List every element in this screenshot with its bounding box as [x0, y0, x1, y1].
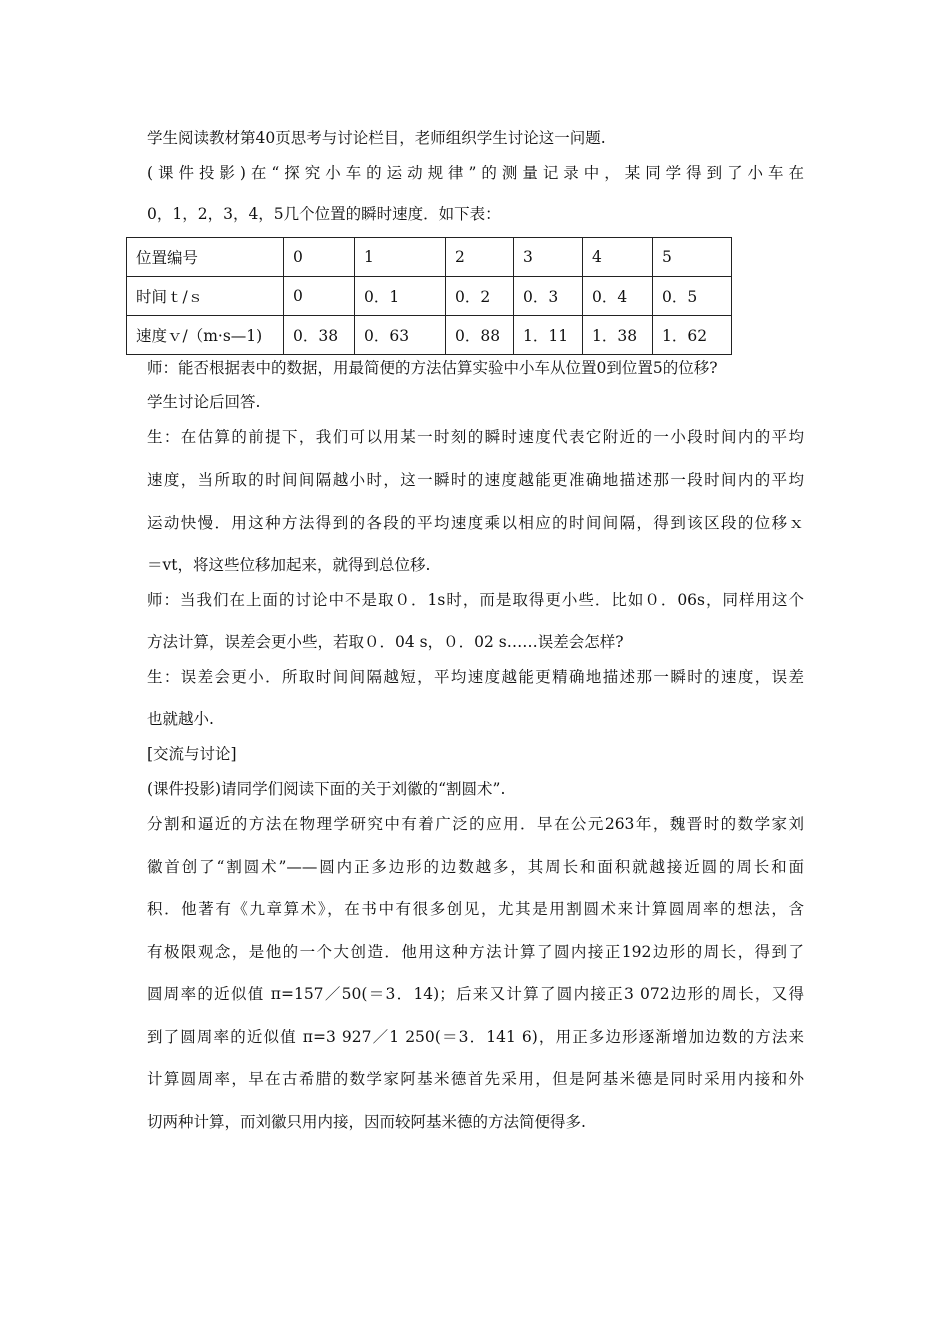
- paragraph-line: 运动快慢．用这种方法得到的各段的平均速度乘以相应的时间间隔，得到该区段的位移ｘ: [147, 514, 804, 532]
- paragraph-line: 师：能否根据表中的数据，用最简便的方法估算实验中小车从位置0到位置5的位移?: [147, 359, 718, 377]
- paragraph-line: 圆周率的近似值 π=157／50(＝3．14)；后来又计算了圆内接正3 072边形的周长，又得: [147, 985, 804, 1003]
- table-cell: 1．38: [583, 316, 653, 355]
- table-cell: 1．11: [514, 316, 583, 355]
- paragraph-line: 切两种计算，而刘徽只用内接，因而较阿基米德的方法简便得多.: [147, 1113, 586, 1131]
- table-cell: 速度ｖ/（m·s—1): [127, 316, 284, 355]
- table-cell: 0: [284, 238, 355, 277]
- intro-line-1: 学生阅读教材第40页思考与讨论栏目，老师组织学生讨论这一问题.: [147, 129, 606, 147]
- paragraph-line: 分割和逼近的方法在物理学研究中有着广泛的应用．早在公元263年，魏晋时的数学家刘: [147, 815, 804, 833]
- table-cell: 0．5: [653, 277, 732, 316]
- paragraph-line: 师：当我们在上面的讨论中不是取０．1s时，而是取得更小些．比如０．06s，同样用这个: [147, 591, 804, 609]
- paragraph-line: 徽首创了“割圆术”——圆内正多边形的边数越多，其周长和面积就越接近圆的周长和面: [147, 858, 804, 876]
- table-cell: 1．62: [653, 316, 732, 355]
- paragraph-line: 学生讨论后回答.: [147, 393, 261, 411]
- table-cell: 1: [355, 238, 446, 277]
- paragraph-line: (课件投影)请同学们阅读下面的关于刘徽的“割圆术”.: [147, 780, 506, 798]
- table-cell: 0: [284, 277, 355, 316]
- table-cell: 5: [653, 238, 732, 277]
- section-heading: [交流与讨论]: [147, 745, 237, 763]
- measurement-table: [126, 237, 732, 355]
- paragraph-line: ＝vt，将这些位移加起来，就得到总位移.: [147, 556, 431, 574]
- table-cell: 2: [446, 238, 514, 277]
- table-cell: 0．4: [583, 277, 653, 316]
- table-cell: 0．88: [446, 316, 514, 355]
- paragraph-line: 有极限观念，是他的一个大创造．他用这种方法计算了圆内接正192边形的周长，得到了: [147, 943, 804, 961]
- table-row: [127, 238, 732, 277]
- table-cell: 时间ｔ/ｓ: [127, 277, 284, 316]
- table-cell: 0．2: [446, 277, 514, 316]
- paragraph-line: 也就越小.: [147, 710, 214, 728]
- table-cell: 4: [583, 238, 653, 277]
- paragraph-line: 计算圆周率，早在古希腊的数学家阿基米德首先采用，但是阿基米德是同时采用内接和外: [147, 1070, 804, 1088]
- paragraph-line: 到了圆周率的近似值 π=3 927／1 250(＝3．141 6)，用正多边形逐渐增加边数的方法来: [147, 1028, 804, 1046]
- table-cell: 3: [514, 238, 583, 277]
- table-cell: 0．63: [355, 316, 446, 355]
- paragraph-line: 积．他著有《九章算术》，在书中有很多创见，尤其是用割圆术来计算圆周率的想法，含: [147, 900, 804, 918]
- paragraph-line: 生：误差会更小．所取时间间隔越短，平均速度越能更精确地描述那一瞬时的速度，误差: [147, 668, 804, 686]
- table-cell: 0．1: [355, 277, 446, 316]
- table-cell: 0．3: [514, 277, 583, 316]
- paragraph-line: 生：在估算的前提下，我们可以用某一时刻的瞬时速度代表它附近的一小段时间内的平均: [147, 428, 804, 446]
- table-row: [127, 316, 732, 355]
- intro-line-3: 0，1，2，3，4，5几个位置的瞬时速度．如下表：: [147, 205, 501, 223]
- intro-line-2: (课件投影)在“探究小车的运动规律”的测量记录中，某同学得到了小车在: [147, 164, 804, 182]
- table-row: [127, 277, 732, 316]
- paragraph-line: 速度，当所取的时间间隔越小时，这一瞬时的速度越能更准确地描述那一段时间内的平均: [147, 471, 804, 489]
- table-cell: 位置编号: [127, 238, 284, 277]
- paragraph-line: 方法计算，误差会更小些，若取０．04 s，０．02 s……误差会怎样?: [147, 633, 624, 651]
- table-cell: 0．38: [284, 316, 355, 355]
